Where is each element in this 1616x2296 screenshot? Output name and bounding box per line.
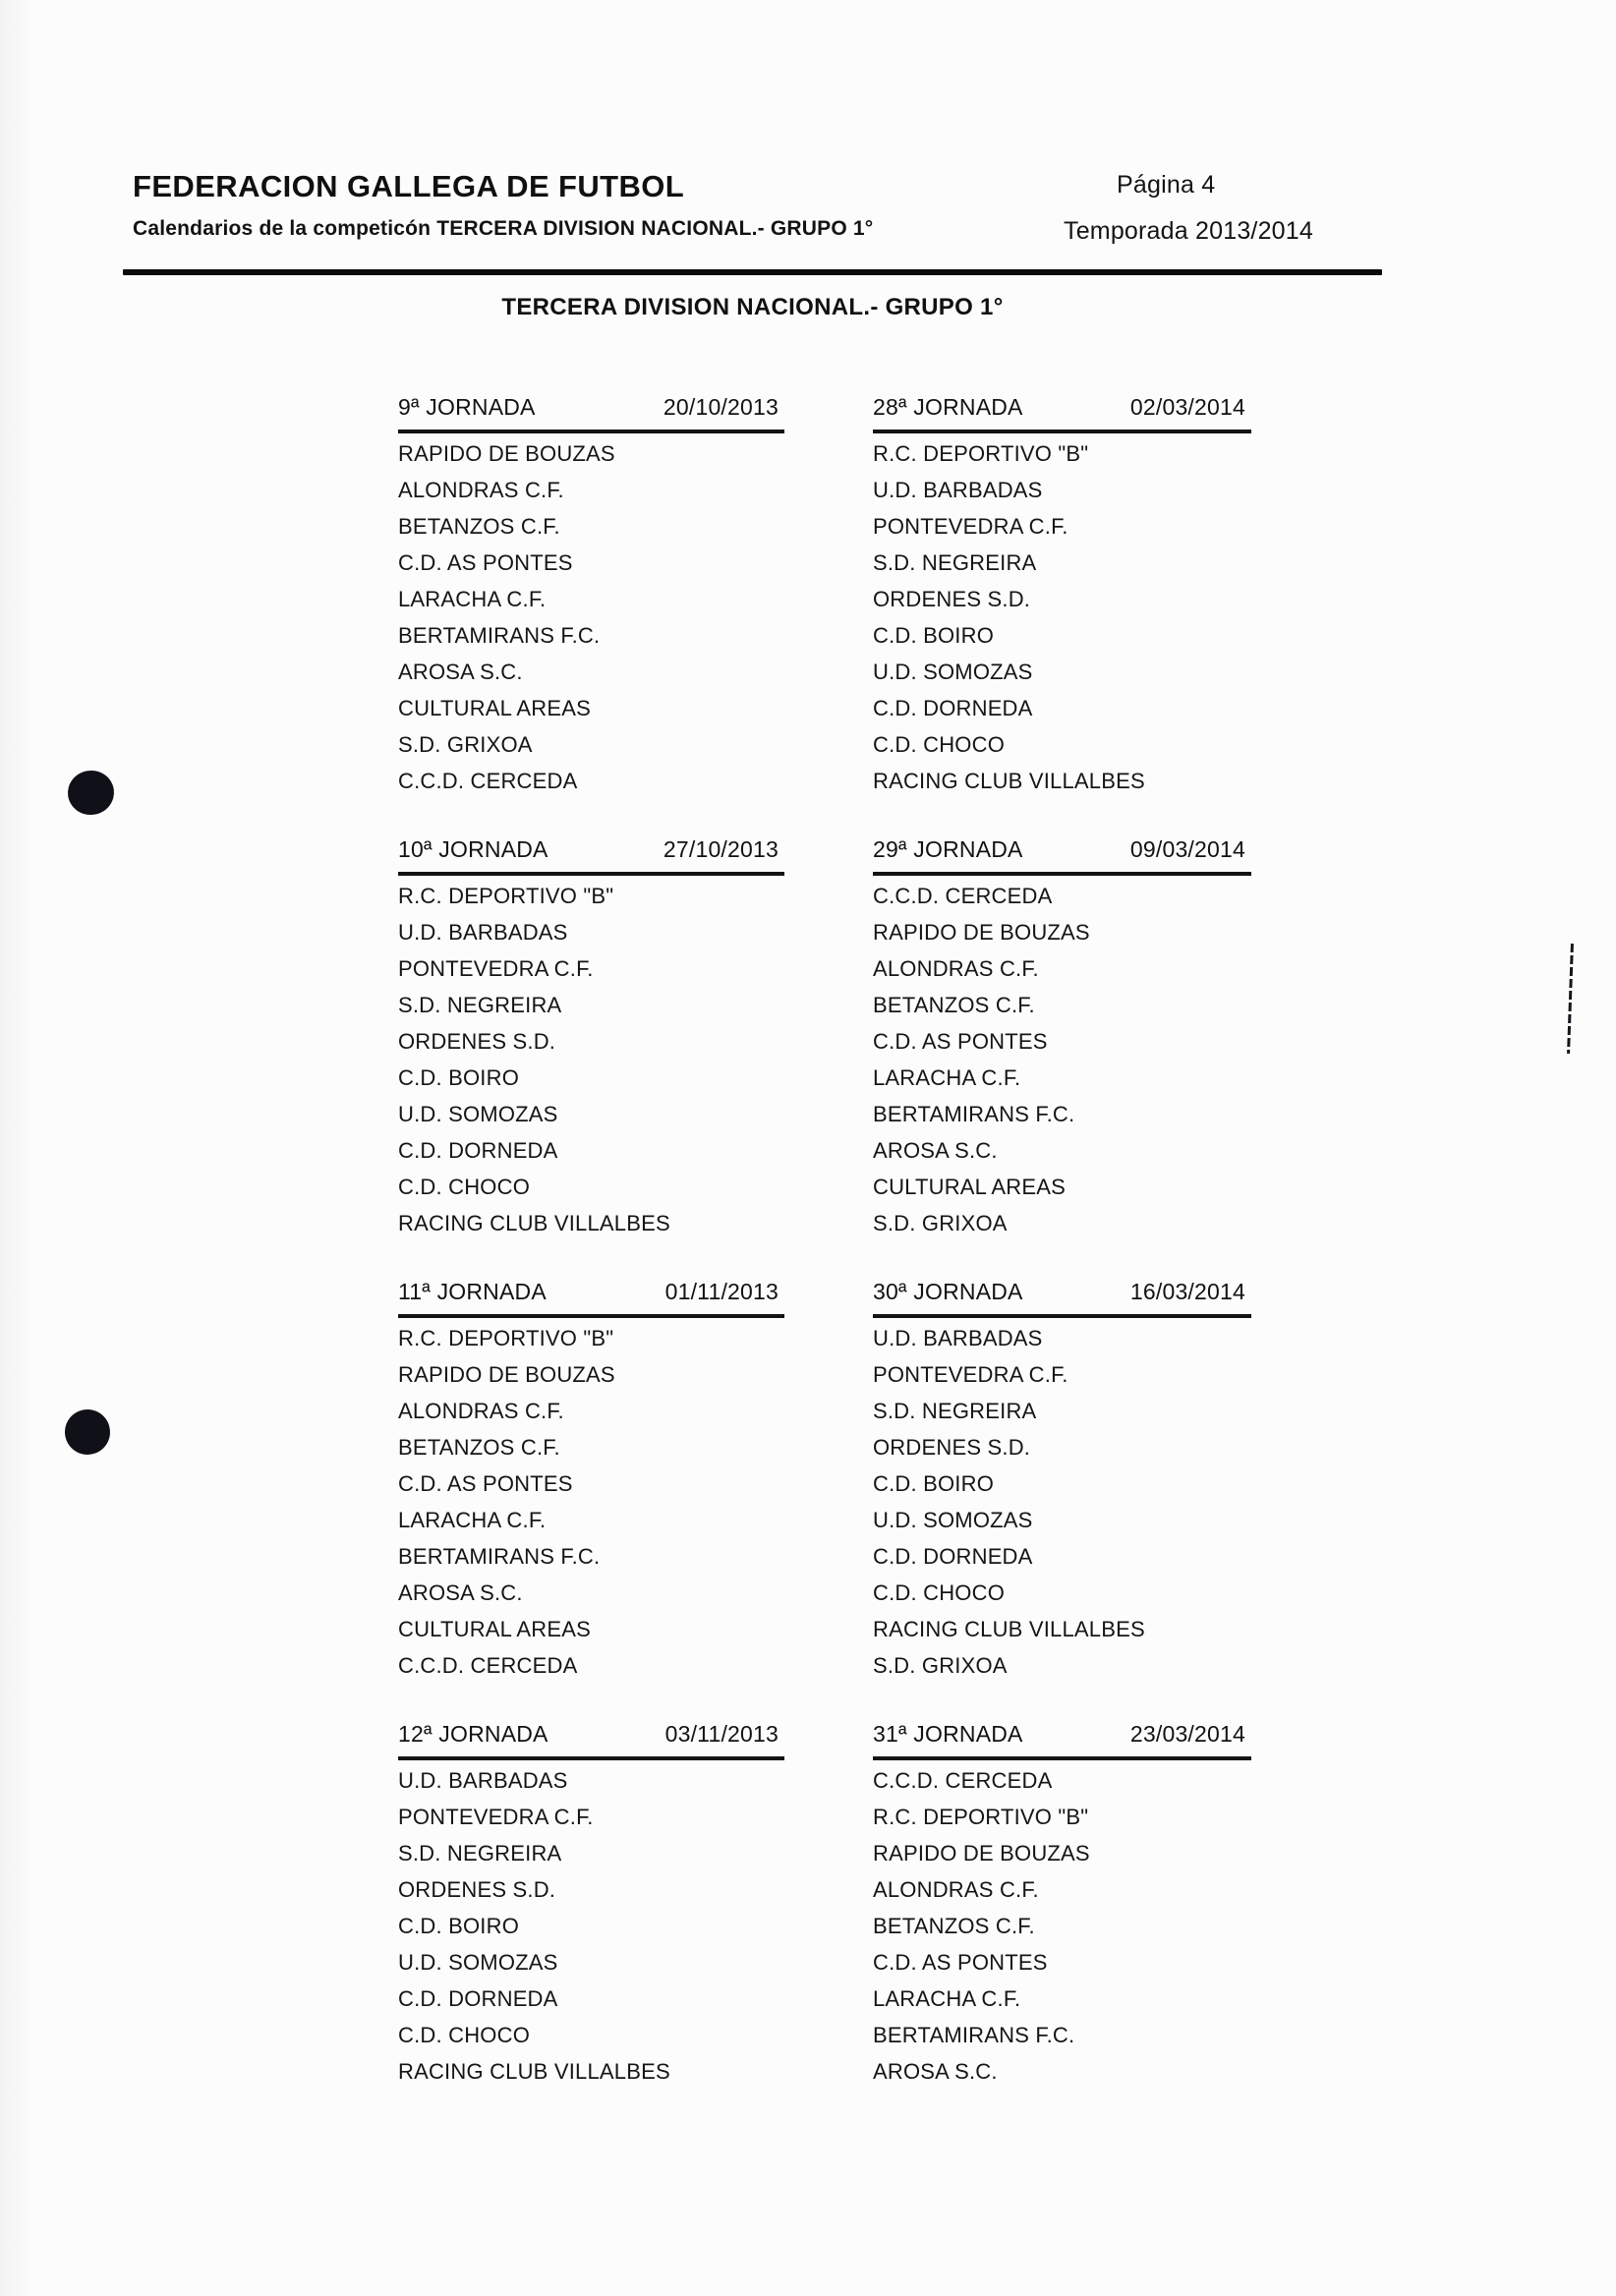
team-row: RAPIDO DE BOUZAS — [873, 1841, 1090, 1866]
team-row: BERTAMIRANS F.C. — [398, 1544, 601, 1569]
team-row: C.D. BOIRO — [398, 1065, 520, 1090]
jornada-title: 30ª JORNADA — [873, 1279, 1023, 1304]
team-row: ALONDRAS C.F. — [873, 956, 1039, 981]
jornada-title: 29ª JORNADA — [873, 836, 1023, 862]
hole-punch-mark — [63, 1407, 112, 1457]
team-row: U.D. BARBADAS — [873, 478, 1043, 502]
team-row: CULTURAL AREAS — [398, 696, 591, 720]
team-row: S.D. GRIXOA — [873, 1653, 1008, 1678]
jornada-underline — [873, 872, 1251, 876]
team-list — [873, 440, 1251, 804]
jornada-underline — [398, 1756, 784, 1760]
jornada-date: 09/03/2014 — [1129, 836, 1245, 862]
team-row: C.D. CHOCO — [873, 1580, 1005, 1605]
team-row: R.C. DEPORTIVO "B" — [398, 1326, 614, 1350]
team-row: C.D. AS PONTES — [873, 1950, 1048, 1975]
team-list — [398, 440, 784, 804]
jornada-block-28 — [873, 393, 1251, 804]
jornada-underline — [873, 1756, 1251, 1760]
jornada-block-11 — [398, 1278, 784, 1689]
jornada-header — [873, 393, 1251, 421]
jornada-header — [873, 1720, 1251, 1748]
jornada-underline — [398, 1314, 784, 1318]
jornada-date: 27/10/2013 — [663, 836, 779, 862]
team-row: LARACHA C.F. — [873, 1065, 1021, 1090]
jornada-header — [398, 393, 784, 421]
team-row: RACING CLUB VILLALBES — [873, 1617, 1145, 1641]
team-row: ORDENES S.D. — [398, 1029, 556, 1054]
team-row: BETANZOS C.F. — [873, 993, 1035, 1017]
team-row: S.D. GRIXOA — [873, 1211, 1008, 1235]
jornada-header — [873, 1278, 1251, 1305]
team-row: AROSA S.C. — [398, 660, 523, 684]
team-row: C.D. DORNEDA — [873, 1544, 1033, 1569]
team-row: CULTURAL AREAS — [398, 1617, 591, 1641]
jornada-date: 16/03/2014 — [1129, 1279, 1245, 1304]
team-row: AROSA S.C. — [873, 2059, 998, 2084]
team-row: C.D. DORNEDA — [398, 1138, 558, 1163]
jornada-header — [398, 1278, 784, 1305]
team-row: S.D. NEGREIRA — [398, 993, 562, 1017]
jornada-block-12 — [398, 1720, 784, 2095]
jornada-underline — [873, 1314, 1251, 1318]
team-row: U.D. SOMOZAS — [398, 1950, 558, 1975]
team-row: RACING CLUB VILLALBES — [398, 1211, 670, 1235]
team-row: PONTEVEDRA C.F. — [873, 1362, 1068, 1387]
team-row: RACING CLUB VILLALBES — [398, 2059, 670, 2084]
team-row: R.C. DEPORTIVO "B" — [873, 1805, 1089, 1829]
jornada-block-9 — [398, 393, 784, 804]
scan-edge-mark — [1567, 944, 1574, 1054]
team-row: C.D. CHOCO — [398, 2023, 530, 2047]
team-row: AROSA S.C. — [873, 1138, 998, 1163]
team-row: U.D. BARBADAS — [398, 920, 568, 945]
jornada-date: 02/03/2014 — [1129, 394, 1245, 420]
jornada-header — [398, 835, 784, 863]
team-row: LARACHA C.F. — [873, 1986, 1021, 2011]
team-row: S.D. NEGREIRA — [873, 550, 1037, 575]
jornada-title: 9ª JORNADA — [398, 394, 536, 420]
team-list — [873, 1325, 1251, 1689]
competition-subtitle: Calendarios de la competicón TERCERA DIVISION NACIONAL.- GRUPO 1° — [133, 217, 874, 240]
team-row: RACING CLUB VILLALBES — [873, 769, 1145, 793]
jornada-date: 23/03/2014 — [1129, 1721, 1245, 1747]
team-row: C.D. AS PONTES — [873, 1029, 1048, 1054]
team-row: BERTAMIRANS F.C. — [873, 2023, 1075, 2047]
team-list — [873, 883, 1251, 1246]
team-list — [873, 1767, 1251, 2095]
jornada-title: 31ª JORNADA — [873, 1721, 1023, 1747]
jornada-block-31 — [873, 1720, 1251, 2095]
team-row: C.D. CHOCO — [873, 732, 1005, 757]
team-row: ALONDRAS C.F. — [398, 478, 564, 502]
team-row: RAPIDO DE BOUZAS — [398, 441, 615, 466]
team-row: ORDENES S.D. — [398, 1877, 556, 1902]
team-row: LARACHA C.F. — [398, 1508, 547, 1532]
team-row: C.D. AS PONTES — [398, 550, 573, 575]
team-row: U.D. SOMOZAS — [873, 1508, 1033, 1532]
season-label: Temporada 2013/2014 — [1064, 217, 1313, 245]
team-row: PONTEVEDRA C.F. — [398, 956, 594, 981]
team-row: PONTEVEDRA C.F. — [873, 514, 1068, 539]
team-row: S.D. NEGREIRA — [398, 1841, 562, 1866]
jornada-date: 20/10/2013 — [663, 394, 779, 420]
team-row: RAPIDO DE BOUZAS — [398, 1362, 615, 1387]
team-row: BERTAMIRANS F.C. — [873, 1102, 1075, 1126]
team-row: S.D. GRIXOA — [398, 732, 533, 757]
team-row: ORDENES S.D. — [873, 587, 1031, 611]
jornada-block-10 — [398, 835, 784, 1246]
jornada-title: 28ª JORNADA — [873, 394, 1023, 420]
team-row: ALONDRAS C.F. — [398, 1399, 564, 1423]
team-list — [398, 1767, 784, 2095]
team-row: ALONDRAS C.F. — [873, 1877, 1039, 1902]
jornada-underline — [873, 430, 1251, 433]
team-row: C.D. BOIRO — [873, 623, 995, 648]
team-list — [398, 1325, 784, 1689]
section-title: TERCERA DIVISION NACIONAL.- GRUPO 1° — [501, 294, 1004, 320]
jornada-date: 01/11/2013 — [664, 1279, 779, 1304]
jornada-block-29 — [873, 835, 1251, 1246]
team-row: C.D. DORNEDA — [873, 696, 1033, 720]
jornada-underline — [398, 872, 784, 876]
team-row: C.D. BOIRO — [873, 1471, 995, 1496]
team-row: C.C.D. CERCEDA — [873, 1768, 1053, 1793]
organization-title: FEDERACION GALLEGA DE FUTBOL — [133, 169, 685, 203]
jornada-underline — [398, 430, 784, 433]
team-row: U.D. BARBADAS — [398, 1768, 568, 1793]
team-row: U.D. SOMOZAS — [398, 1102, 558, 1126]
team-row: C.C.D. CERCEDA — [398, 769, 578, 793]
team-list — [398, 883, 784, 1246]
team-row: CULTURAL AREAS — [873, 1175, 1066, 1199]
team-row: U.D. SOMOZAS — [873, 660, 1033, 684]
team-row: C.C.D. CERCEDA — [398, 1653, 578, 1678]
jornada-header — [398, 1720, 784, 1748]
team-row: LARACHA C.F. — [398, 587, 547, 611]
team-row: AROSA S.C. — [398, 1580, 523, 1605]
jornada-date: 03/11/2013 — [664, 1721, 779, 1747]
team-row: R.C. DEPORTIVO "B" — [873, 441, 1089, 466]
team-row: BETANZOS C.F. — [873, 1914, 1035, 1938]
team-row: PONTEVEDRA C.F. — [398, 1805, 594, 1829]
team-row: ORDENES S.D. — [873, 1435, 1031, 1460]
team-row: C.D. BOIRO — [398, 1914, 520, 1938]
team-row: RAPIDO DE BOUZAS — [873, 920, 1090, 945]
jornada-header — [873, 835, 1251, 863]
team-row: C.D. CHOCO — [398, 1175, 530, 1199]
team-row: BERTAMIRANS F.C. — [398, 623, 601, 648]
team-row: C.D. AS PONTES — [398, 1471, 573, 1496]
jornada-title: 11ª JORNADA — [398, 1279, 547, 1304]
team-row: U.D. BARBADAS — [873, 1326, 1043, 1350]
scan-left-shade — [0, 0, 37, 2296]
header-divider-rule — [123, 269, 1382, 275]
team-row: C.C.D. CERCEDA — [873, 884, 1053, 908]
team-row: BETANZOS C.F. — [398, 514, 560, 539]
jornada-block-30 — [873, 1278, 1251, 1689]
jornada-title: 10ª JORNADA — [398, 836, 548, 862]
team-row: R.C. DEPORTIVO "B" — [398, 884, 614, 908]
jornada-title: 12ª JORNADA — [398, 1721, 548, 1747]
team-row: C.D. DORNEDA — [398, 1986, 558, 2011]
page-number-label: Página 4 — [1117, 171, 1216, 199]
team-row: S.D. NEGREIRA — [873, 1399, 1037, 1423]
team-row: BETANZOS C.F. — [398, 1435, 560, 1460]
hole-punch-mark — [65, 768, 117, 818]
